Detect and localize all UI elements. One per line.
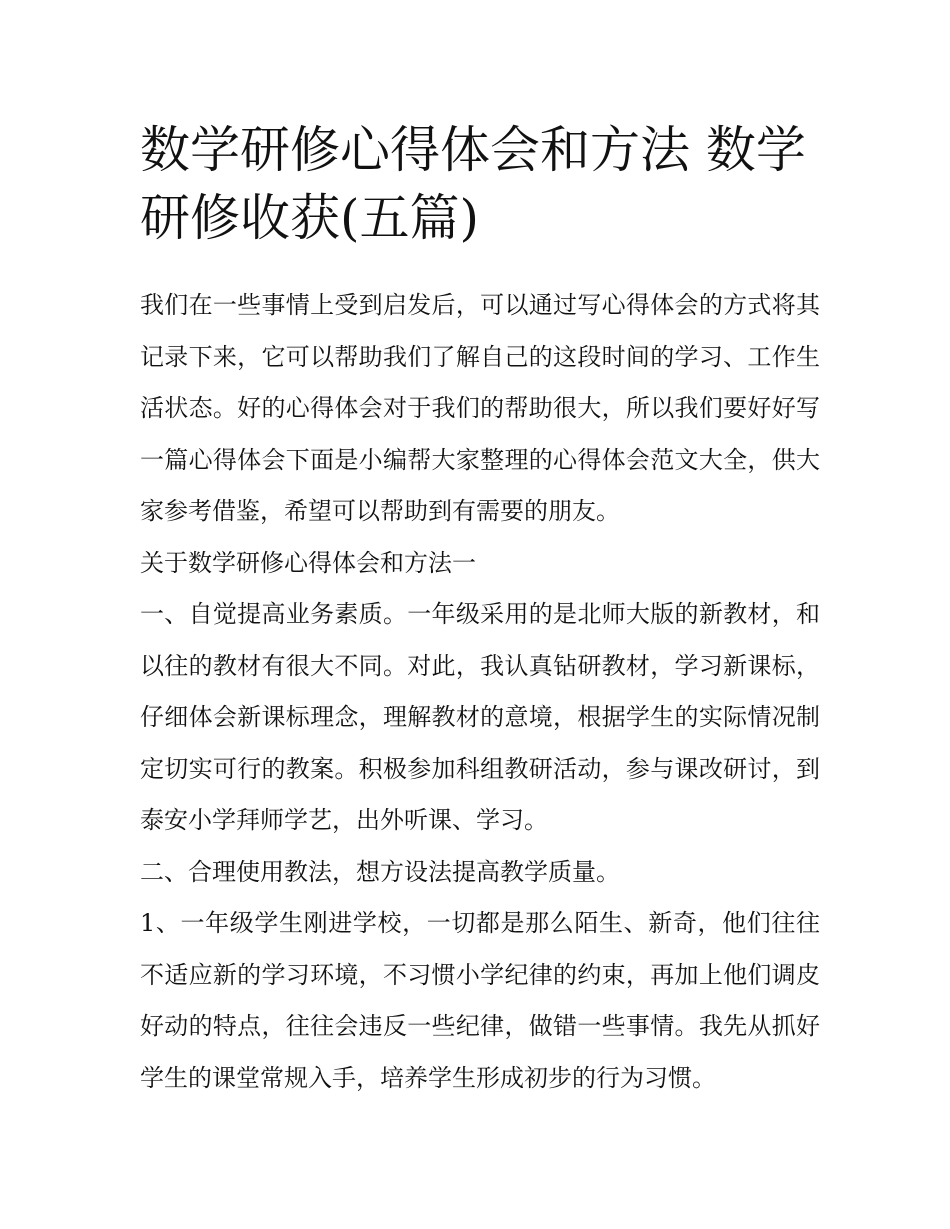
document-body: [140, 280, 820, 1104]
section-heading: 关于数学研修心得体会和方法一: [140, 548, 476, 577]
body-paragraph: 一、自觉提高业务素质。一年级采用的是北师大版的新教材，和以往的教材有很大不同。对此，我认真钻研教材，学习新课标，仔细体会新课标理念，理解教材的意境，根据学生的实际情况制定切实可行的教案。积极参加科组教研活动，参与课改研讨，到泰安小学拜师学艺，出外听课、学习。: [140, 600, 820, 834]
body-paragraph: 二、合理使用教法，想方设法提高教学质量。: [140, 857, 620, 886]
document-title: 数学研修心得体会和方法 数学研修收获(五篇): [140, 121, 806, 247]
intro-paragraph: 我们在一些事情上受到启发后，可以通过写心得体会的方式将其记录下来，它可以帮助我们了解自己的这段时间的学习、工作生活状态。好的心得体会对于我们的帮助很大，所以我们要好好写一篇心得体会下面是小编帮大家整理的心得体会范文大全，供大家参考借鉴，希望可以帮助到有需要的朋友。: [140, 291, 820, 525]
body-paragraph: 1、一年级学生刚进学校，一切都是那么陌生、新奇，他们往往不适应新的学习环境，不习惯小学纪律的约束，再加上他们调皮好动的特点，往往会违反一些纪律，做错一些事情。我先从抓好学生的课堂常规入手，培养学生形成初步的行为习惯。: [140, 909, 820, 1092]
